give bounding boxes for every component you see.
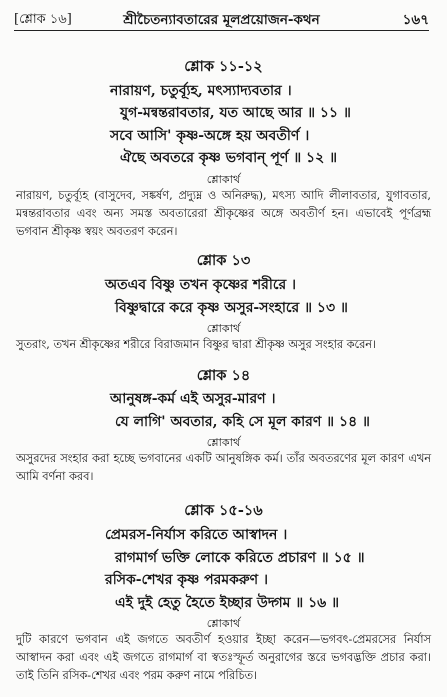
verse-line: যে লাগি' অবতার, কহি সে মূল কারণ ॥ ১৪ ॥ <box>115 414 370 430</box>
verse-line: বিষ্ণুদ্বারে করে কৃষ্ণ অসুর-সংহারে ॥ ১৩ ॥ <box>115 300 348 316</box>
translation-label: শ্লোকার্থ <box>206 322 241 335</box>
verse-heading: শ্লোক ১৪ <box>196 367 251 384</box>
running-header <box>14 8 429 31</box>
translation-paragraph: সুতরাং, তখন শ্রীকৃষ্ণের শরীরে বিরাজমান বিষ্ণুর দ্বারা শ্রীকৃষ্ণ অসুর সংহার করেন। <box>16 338 377 351</box>
verse-line: যুগ-মন্বন্তরাবতার, যত আছে আর ॥ ১১ ॥ <box>120 105 351 121</box>
verse-line: এই দুই হেতু হৈতে ইচ্ছার উদ্গম ॥ ১৬ ॥ <box>115 595 340 611</box>
verse-line: ঐছে অবতরে কৃষ্ণ ভগবান্ পূর্ণ ॥ ১২ ॥ <box>120 150 337 166</box>
translation-paragraph: নারায়ণ, চতুর্ব্যূহ (বাসুদেব, সঙ্কর্ষণ, প্রদ্যুম্ন ও অনিরুদ্ধ), মৎস্য আদি লীলাবতার, যুগাবতার, মন্বন্তরাবতার এবং অন্য সমস্ত অবতারেরা শ্রীকৃষ্ণের অঙ্গে অবতীর্ণ হন। এভাবেই পূর্ণব্রহ্ম ভগবান শ্রীকৃষ্ণ স্বয়ং অবতরণ করেন। <box>16 189 431 238</box>
verse-line: রাগমার্গ ভক্তি লোকে করিতে প্রচারণ ॥ ১৫ ॥ <box>115 550 365 566</box>
verse-line: সবে আসি' কৃষ্ণ-অঙ্গে হয় অবতীর্ণ । <box>110 128 310 144</box>
verse-line: প্রেমরস-নির্যাস করিতে আস্বাদন । <box>105 527 288 543</box>
translation-label: শ্লোকার্থ <box>206 173 241 186</box>
header-verse-ref: [শ্লোক ১৬] <box>14 12 72 27</box>
verse-line: নারায়ণ, চতুর্ব্যূহ, মৎস্যাদ্যবতার । <box>110 83 292 99</box>
verse-line: অতএব বিষ্ণু তখন কৃষ্ণের শরীরে । <box>105 277 297 293</box>
translation-label: শ্লোকার্থ <box>206 617 241 630</box>
translation-paragraph: অসুরদের সংহার করা হচ্ছে ভগবানের একটি আনুষঙ্গিক কর্ম। তাঁর অবতরণের মূল কারণ এখন আমি বর্ণনা করব। <box>16 452 431 483</box>
header-chapter-title: শ্রীচৈতন্যাবতারের মূলপ্রয়োজন-কথন <box>123 12 320 28</box>
verse-heading: শ্লোক ১৩ <box>196 252 251 269</box>
translation-label: শ্লোকার্থ <box>206 436 241 449</box>
verse-heading: শ্লোক ১১-১২ <box>184 58 263 75</box>
verse-line: আনুষঙ্গ-কর্ম এই অসুর-মারণ । <box>110 391 276 407</box>
verse-line: রসিক-শেখর কৃষ্ণ পরমকরুণ । <box>105 572 268 588</box>
verse-heading: শ্লোক ১৫-১৬ <box>184 502 263 519</box>
translation-paragraph: দুটি কারণে ভগবান এই জগতে অবতীর্ণ হওয়ার ইচ্ছা করেন—ভগবৎ-প্রেমরসের নির্যাস আস্বাদন করা এবং এই জগতে রাগমার্গ বা স্বতঃস্ফূর্ত অনুরাগের স্তরে ভগবদ্ভক্তি প্রচার করা। তাই তিনি রসিক-শেখর এবং পরম করুণ নামে পরিচিত। <box>16 633 431 682</box>
header-page-number: ১৬৭ <box>402 12 429 28</box>
